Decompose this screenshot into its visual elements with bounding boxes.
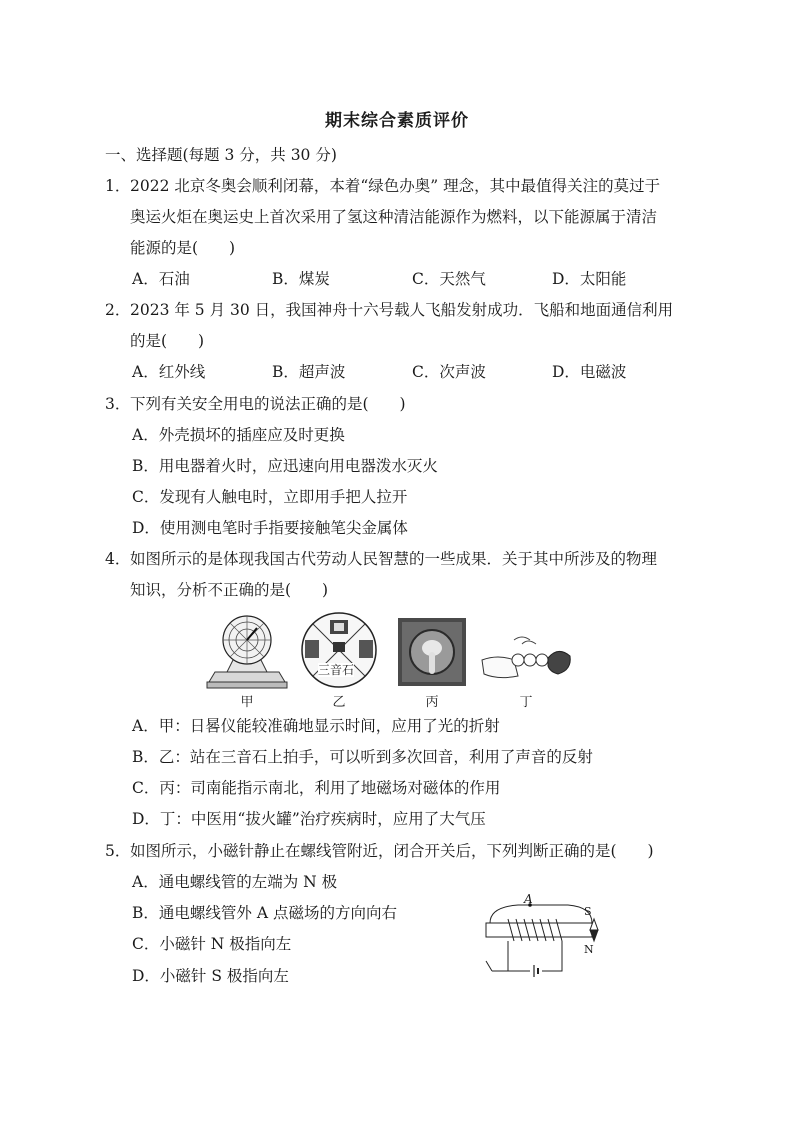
q4-option-d: D．丁：中医用“拔火罐”治疗疾病时，应用了大气压 [132,810,486,828]
q4-line-2: 知识，分析不正确的是( ) [130,581,329,599]
section-heading: 一、选择题(每题 3 分，共 30 分) [105,146,337,164]
q4-option-b: B．乙：站在三音石上拍手，可以听到多次回音，利用了声音的反射 [132,748,593,766]
q3-option-d: D．使用测电笔时手指要接触笔尖金属体 [132,519,408,537]
q2-option-c: C．次声波 [412,363,486,381]
q1-option-d: D．太阳能 [552,270,627,288]
q2-option-a: A．红外线 [132,363,206,381]
q4-option-a: A．甲：日晷仪能较准确地显示时间，应用了光的折射 [132,717,500,735]
q1-line-1: 2022 北京冬奥会顺利闭幕，本着“绿色办奥” 理念，其中最值得关注的莫过于 [130,177,661,195]
q1-line-2: 奥运火炬在奥运史上首次采用了氢这种清洁能源作为燃料，以下能源属于清洁 [130,208,658,226]
q5-option-a: A．通电螺线管的左端为 N 极 [132,873,338,891]
q5-line-1: 如图所示，小磁针静止在螺线管附近，闭合开关后，下列判断正确的是( ) [130,842,654,860]
q1-option-b: B．煤炭 [272,270,330,288]
q4-number: 4． [105,550,131,568]
q3-option-c: C．发现有人触电时，立即用手把人拉开 [132,488,408,506]
cupping-figure [478,630,574,686]
q5-option-d: D．小磁针 S 极指向左 [132,967,289,985]
q2-option-d: D．电磁波 [552,363,627,381]
sundial-figure [205,610,289,690]
q2-line-2: 的是( ) [130,332,205,350]
q3-number: 3． [105,395,131,413]
q1-option-c: C．天然气 [412,270,486,288]
label-s-pole: S [584,905,592,918]
q2-option-b: B．超声波 [272,363,346,381]
compass-figure [398,618,466,686]
q4-option-c: C．丙：司南能指示南北，利用了地磁场对磁体的作用 [132,779,501,797]
page-title: 期末综合素质评价 [325,111,469,131]
q4-line-1: 如图所示的是体现我国古代劳动人民智慧的一些成果．关于其中所涉及的物理 [130,550,658,568]
q2-line-1: 2023 年 5 月 30 日，我国神舟十六号载人飞船发射成功．飞船和地面通信利用 [130,301,674,319]
q1-line-3: 能源的是( ) [130,239,236,257]
caption-ding: 丁 [519,695,533,710]
q5-number: 5． [105,842,131,860]
q5-option-b: B．通电螺线管外 A 点磁场的方向向右 [132,904,397,922]
label-point-a: A [524,892,533,906]
q3-option-a: A．外壳损坏的插座应及时更换 [132,426,345,444]
q1-number: 1． [105,177,131,195]
q1-option-a: A．石油 [132,270,190,288]
q3-line-1: 下列有关安全用电的说法正确的是( ) [130,395,406,413]
caption-yi: 乙 [332,695,346,710]
stone-label: 三音石 [318,663,355,677]
q5-option-c: C．小磁针 N 极指向左 [132,935,292,953]
stone-figure [299,610,379,690]
q2-number: 2． [105,301,131,319]
caption-jia: 甲 [240,695,254,710]
q3-option-b: B．用电器着火时，应迅速向用电器泼水灭火 [132,457,438,475]
caption-bing: 丙 [425,695,439,710]
label-n-pole: N [584,943,594,956]
